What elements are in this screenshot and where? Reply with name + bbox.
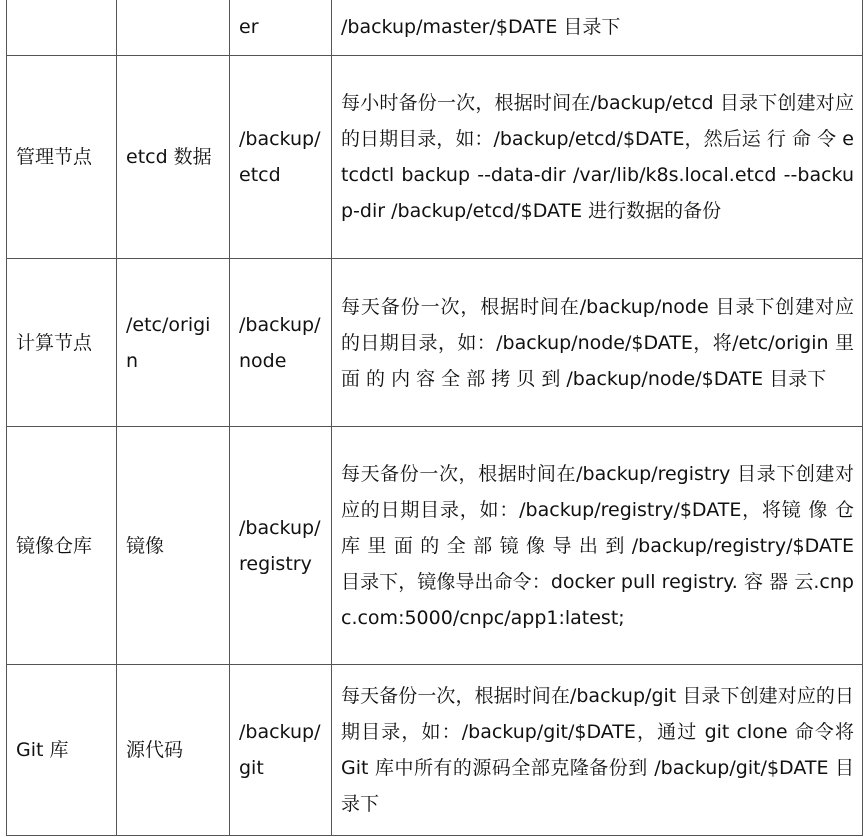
content-cell: 镜像 — [117, 427, 230, 665]
path-cell: /backup/git — [230, 665, 332, 836]
path-cell: er — [230, 0, 332, 56]
node-cell: 管理节点 — [7, 56, 117, 259]
path-cell: /backup/etcd — [230, 56, 332, 259]
path-cell: /backup/node — [230, 259, 332, 427]
content-cell: etcd 数据 — [117, 56, 230, 259]
description-cell: 每天备份一次，根据时间在/backup/git 目录下创建对应的日期目录，如：/backup/git/$DATE，通过 git clone 命令将 Git 库中所有的源码全部克隆备份到 /backup/git/$DATE 目录下 — [332, 665, 863, 836]
table-row — [7, 0, 863, 56]
node-cell — [7, 0, 117, 56]
table-row — [7, 56, 863, 259]
description-cell: 每小时备份一次，根据时间在/backup/etcd 目录下创建对应的日期目录，如：/backup/etcd/$DATE，然后运 行 命 令 etcdctl backup --data-dir /var/lib/k8s.local.etcd --backup-dir /backup/etcd/$DATE 进行数据的备份 — [332, 56, 863, 259]
backup-plan-table — [6, 0, 863, 836]
node-cell: 计算节点 — [7, 259, 117, 427]
table-row — [7, 665, 863, 836]
content-cell — [117, 0, 230, 56]
description-cell: 每天备份一次，根据时间在/backup/node 目录下创建对应的日期目录，如：/backup/node/$DATE，将/etc/origin 里 面 的 内 容 全 部 拷 贝 到 /backup/node/$DATE 目录下 — [332, 259, 863, 427]
table-row — [7, 259, 863, 427]
content-cell: 源代码 — [117, 665, 230, 836]
node-cell: 镜像仓库 — [7, 427, 117, 665]
table-row — [7, 427, 863, 665]
description-cell: /backup/master/$DATE 目录下 — [332, 0, 863, 56]
description-cell: 每天备份一次，根据时间在/backup/registry 目录下创建对应的日期目录，如：/backup/registry/$DATE，将镜 像 仓 库 里 面 的 全 部 镜 像 导 出 到 /backup/registry/$DATE 目录下，镜像导出命令：docker pull registry. 容 器 云.cnpc.com:5000/cnpc/app1:latest; — [332, 427, 863, 665]
content-cell: /etc/origin — [117, 259, 230, 427]
node-cell: Git 库 — [7, 665, 117, 836]
path-cell: /backup/registry — [230, 427, 332, 665]
